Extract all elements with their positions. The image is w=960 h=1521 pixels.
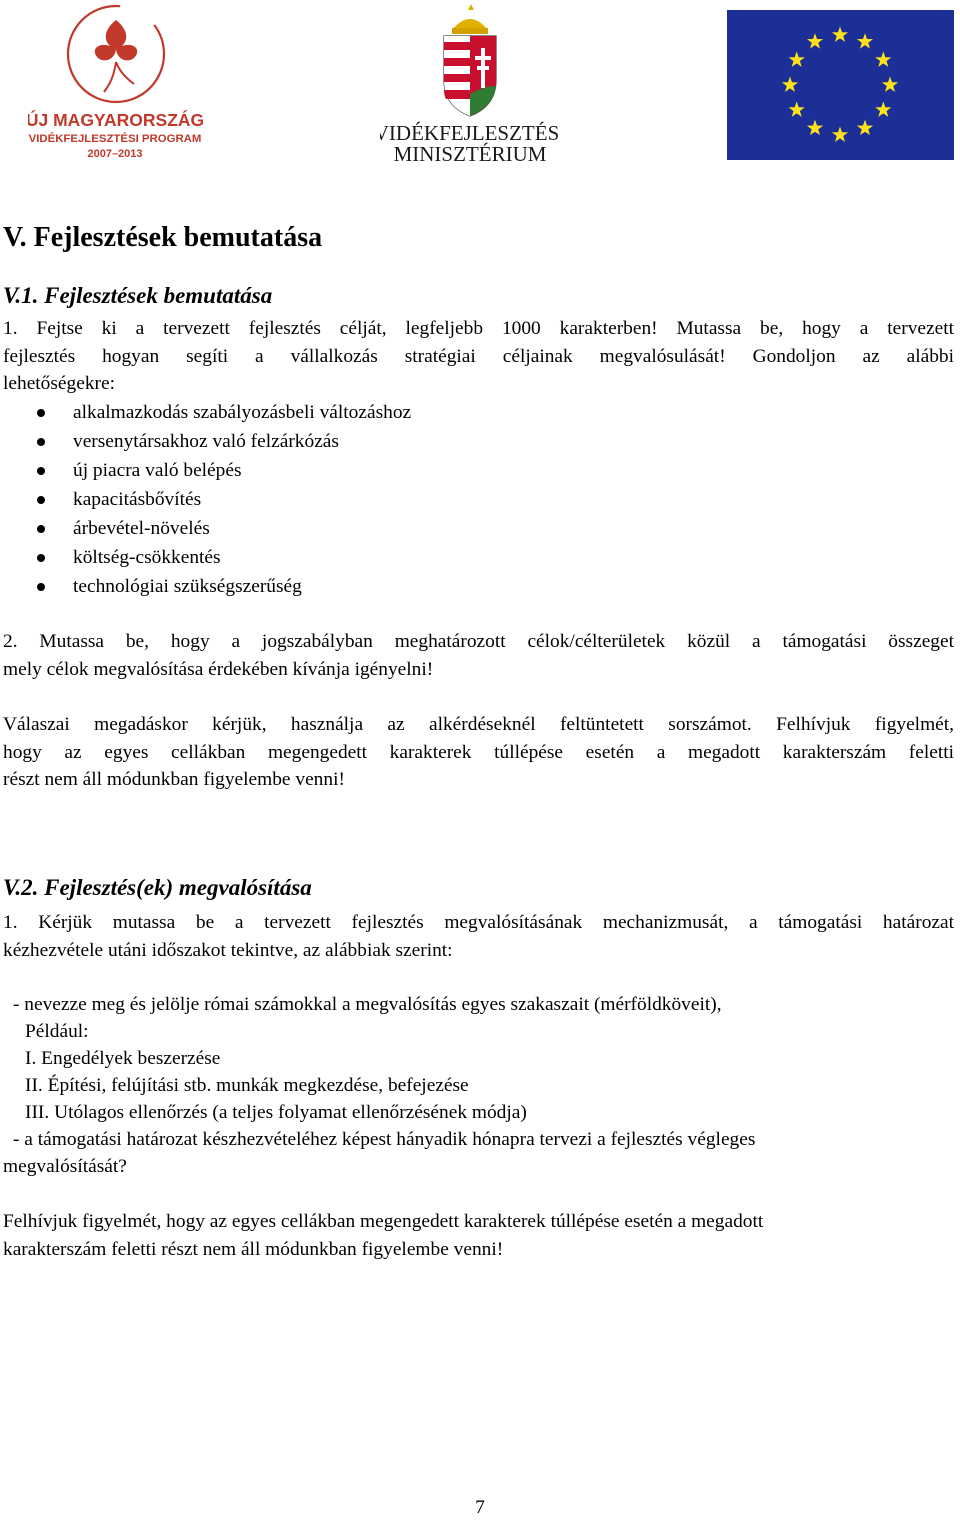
note-v1 [3,711,954,794]
note-line: hogy az egyes cellákban megengedett karakterek túllépése esetén a megadott karakterszám feletti [3,741,954,763]
question-line: 1. Fejtse ki a tervezett fejlesztés célját, legfeljebb 1000 karakterben! Mutassa be, hogy a tervezett [3,318,954,339]
question-line: 2. Mutassa be, hogy a jogszabályban meghatározott célok/célterületek közül a támogatási összeget [3,631,954,652]
section-title-v1: V.1. Fejlesztések bemutatása [3,283,273,308]
eu-flag-logo [727,10,954,160]
ujm-logo-line1: ÚJ MAGYARORSZÁG [28,110,203,130]
question-line: fejlesztés hogyan segíti a vállalkozás stratégiai céljainak megvalósulását! Gondoljon az alábbi [3,345,954,367]
uj-magyarorszag-logo [28,2,203,162]
note-v2-line1: Felhívjuk figyelmét, hogy az egyes cellákban megengedett karakterek túllépése esetén a megadott [3,1211,764,1232]
list-item: versenytársakhoz való felzárkózás [0,427,411,456]
question-line: 1. Kérjük mutassa be a tervezett fejlesztés megvalósításának mechanizmusát, a támogatási határozat [3,912,954,933]
vm-logo-line1: VIDÉKFEJLESZTÉSI [380,121,560,145]
question-v1-1 [3,315,954,398]
note-v2-line2: karakterszám feletti részt nem áll módunkban figyelembe venni! [3,1239,504,1260]
question-v1-2 [3,628,954,683]
list-item: alkalmazkodás szabályozásbeli változáshoz [0,398,411,427]
example-label: Például: [25,1021,89,1042]
vm-logo-line2: MINISZTÉRIUM [393,142,547,164]
question-v2-1 [3,909,954,964]
list-item: kapacitásbővítés [0,485,411,514]
ujm-logo-years: 2007–2013 [87,148,143,160]
instruction-dash-2: - a támogatási határozat készhezvételéhez képest hányadik hónapra tervezi a fejlesztés végleges [13,1129,756,1150]
example-item-3: III. Utólagos ellenőrzés (a teljes folyamat ellenőrzésének módja) [25,1102,527,1123]
list-item: árbevétel-növelés [0,514,411,543]
example-item-2: II. Építési, felújítási stb. munkák megkezdése, befejezése [25,1075,469,1096]
list-item: technológiai szükségszerűség [0,572,411,601]
ujm-logo-line2: VIDÉKFEJLESZTÉSI PROGRAM [28,133,202,145]
instruction-dash-1: - nevezze meg és jelölje római számokkal a megvalósítás egyes szakaszait (mérföldköveit), [13,994,722,1015]
question-line: lehetőségekre: [3,373,115,394]
instruction-dash-2-cont: megvalósítását? [3,1156,127,1177]
note-line: részt nem áll módunkban figyelembe venni! [3,769,345,790]
section-title-v2: V.2. Fejlesztés(ek) megvalósítása [3,875,312,900]
list-item: költség-csökkentés [0,543,411,572]
videkfejlesztesi-miniszterium-logo [380,2,560,164]
example-item-1: I. Engedélyek beszerzése [25,1048,221,1069]
list-item: új piacra való belépés [0,456,411,485]
bullet-list [0,398,411,601]
page-number: 7 [475,1497,485,1518]
question-line: kézhezvétele utáni időszakot tekintve, az alábbiak szerint: [3,939,453,961]
page-title: V. Fejlesztések bemutatása [3,222,323,253]
question-line: mely célok megvalósítása érdekében kívánja igényelni! [3,658,434,680]
note-line: Válaszai megadáskor kérjük, használja az alkérdéseknél feltüntetett sorszámot. Felhívjuk figyelmét, [3,714,954,735]
